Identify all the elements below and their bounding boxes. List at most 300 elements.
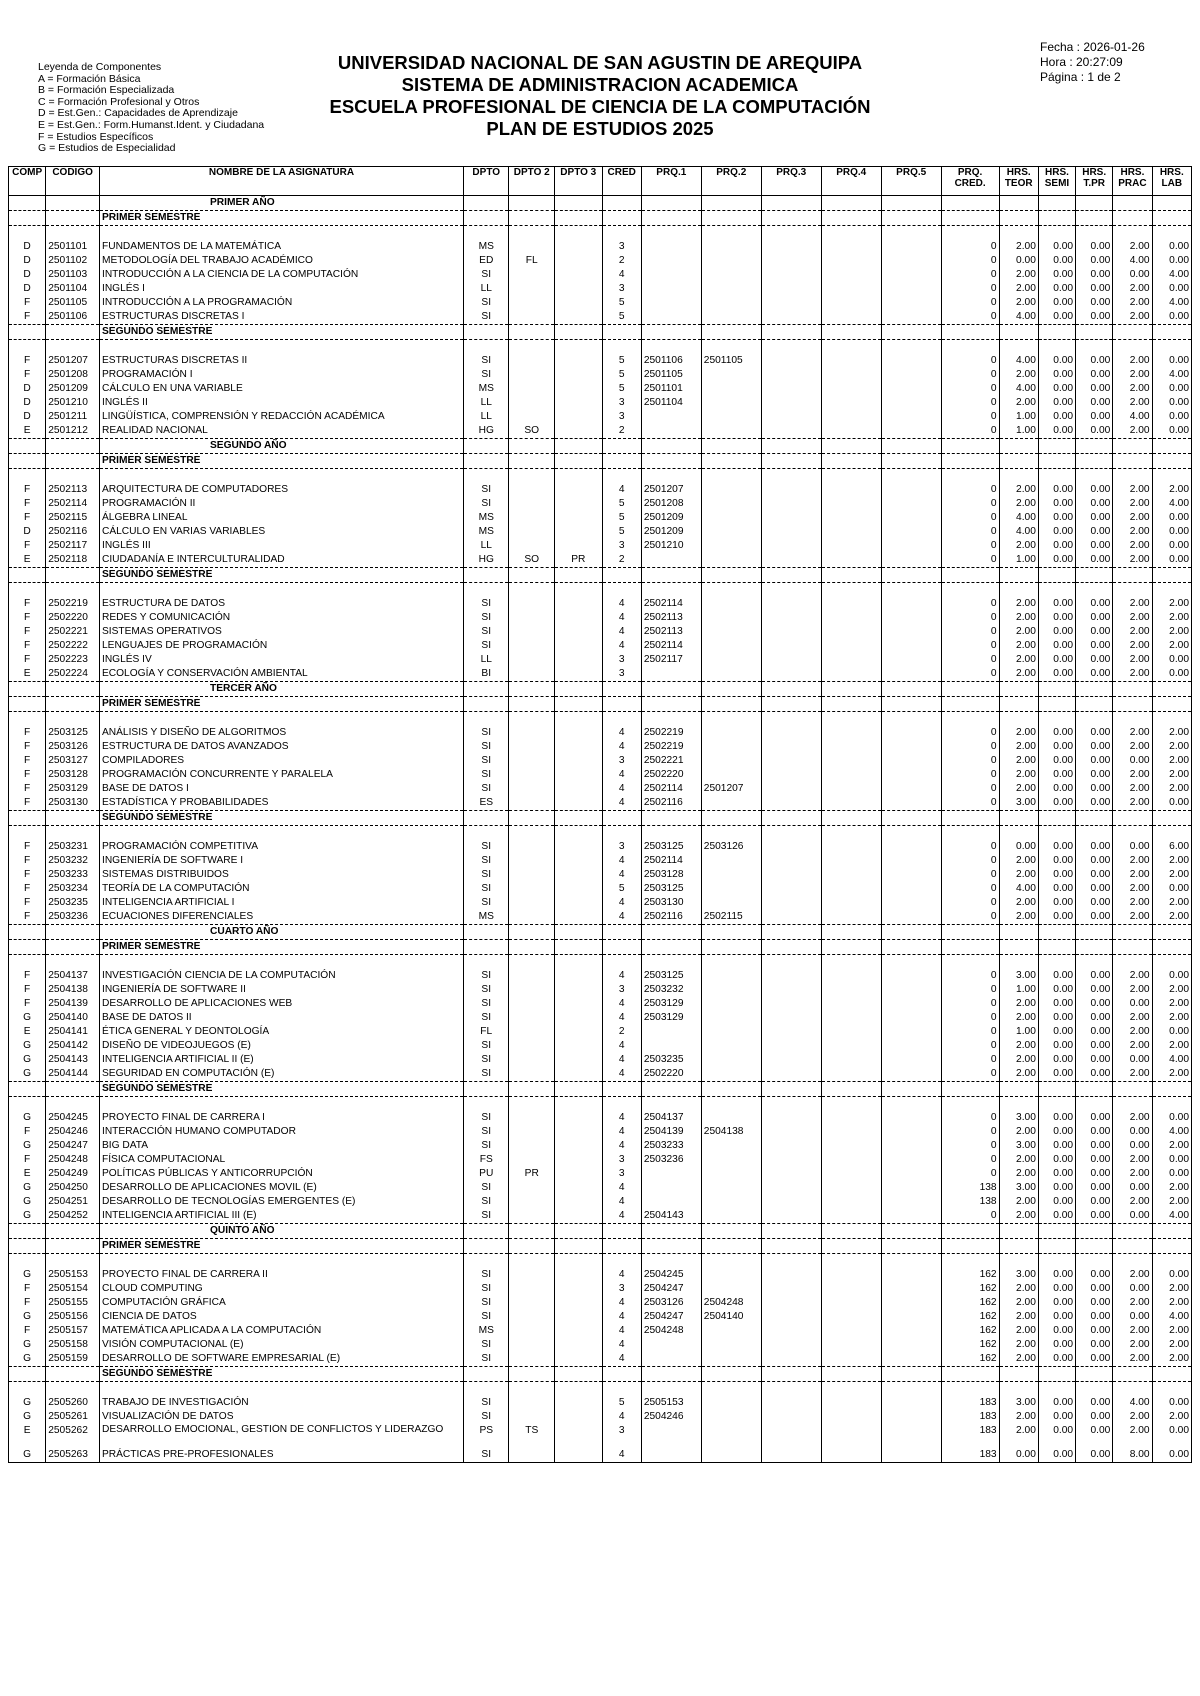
table-cell	[602, 196, 641, 211]
table-cell: D	[9, 268, 46, 282]
table-cell	[701, 768, 761, 782]
table-cell	[941, 340, 999, 355]
table-cell: 2504251	[46, 1195, 100, 1209]
table-cell: 6.00	[1152, 840, 1191, 854]
table-cell	[509, 782, 555, 796]
table-cell: 0.00	[1076, 983, 1113, 997]
table-cell	[554, 583, 602, 598]
title-line: PLAN DE ESTUDIOS 2025	[486, 118, 714, 139]
table-cell	[554, 782, 602, 796]
table-cell: 2502116	[641, 910, 701, 925]
table-cell: 2.00	[999, 1352, 1038, 1367]
table-cell: 0.00	[1076, 254, 1113, 268]
table-cell	[821, 1254, 881, 1269]
table-cell: 0.00	[1038, 296, 1075, 310]
table-cell	[821, 712, 881, 727]
course-row	[9, 740, 1192, 754]
table-cell: 2.00	[1113, 497, 1152, 511]
table-cell: 3	[602, 840, 641, 854]
table-cell: LINGÜÍSTICA, COMPRENSIÓN Y REDACCIÓN ACADÉMICA	[99, 410, 463, 424]
table-cell	[509, 382, 555, 396]
table-cell: 2505263	[46, 1448, 100, 1463]
table-cell	[761, 811, 821, 826]
table-cell: 4	[602, 969, 641, 983]
table-cell: 1.00	[999, 410, 1038, 424]
table-cell	[881, 697, 941, 712]
table-cell	[701, 1338, 761, 1352]
table-cell: 0.00	[1076, 1139, 1113, 1153]
table-cell	[1152, 568, 1191, 583]
table-cell: 3	[602, 410, 641, 424]
table-cell	[821, 1097, 881, 1112]
legend-title: Leyenda de Componentes	[38, 61, 162, 73]
table-cell	[1152, 826, 1191, 841]
table-cell	[1076, 325, 1113, 340]
table-cell	[881, 1067, 941, 1082]
table-cell	[641, 282, 701, 296]
table-cell	[46, 1367, 100, 1382]
table-cell: 4	[602, 1338, 641, 1352]
table-cell: 2	[602, 424, 641, 439]
table-cell: SI	[463, 896, 509, 910]
table-cell: 2501207	[641, 483, 701, 497]
table-cell	[881, 1209, 941, 1224]
table-cell: 2503234	[46, 882, 100, 896]
table-cell: 2.00	[999, 1039, 1038, 1053]
table-cell	[881, 483, 941, 497]
table-cell: 2.00	[1152, 768, 1191, 782]
table-cell: 0.00	[1038, 1181, 1075, 1195]
table-cell: 2504250	[46, 1181, 100, 1195]
table-cell: 2.00	[999, 740, 1038, 754]
table-cell	[509, 469, 555, 484]
table-cell: 5	[602, 1396, 641, 1410]
column-header: HRS. TEOR	[999, 167, 1038, 196]
table-cell	[999, 1082, 1038, 1097]
table-cell: SI	[463, 1268, 509, 1282]
table-cell	[941, 811, 999, 826]
table-cell: 0.00	[1152, 525, 1191, 539]
table-cell: ECOLOGÍA Y CONSERVACIÓN AMBIENTAL	[99, 667, 463, 682]
table-cell: INTELIGENCIA ARTIFICIAL I	[99, 896, 463, 910]
table-cell: 0.00	[1113, 1310, 1152, 1324]
table-cell: 2.00	[999, 296, 1038, 310]
table-cell	[881, 410, 941, 424]
table-cell: 2.00	[1113, 625, 1152, 639]
table-cell	[999, 211, 1038, 226]
course-row	[9, 625, 1192, 639]
table-cell: 2.00	[1113, 511, 1152, 525]
table-cell	[821, 539, 881, 553]
course-row	[9, 483, 1192, 497]
course-row	[9, 1181, 1192, 1195]
table-cell: SI	[463, 868, 509, 882]
table-cell	[701, 667, 761, 682]
table-cell	[821, 568, 881, 583]
table-cell: 2.00	[999, 1338, 1038, 1352]
table-cell: 2.00	[999, 1067, 1038, 1082]
table-cell	[941, 439, 999, 454]
table-cell: 0.00	[1038, 997, 1075, 1011]
table-cell	[554, 240, 602, 254]
course-row	[9, 969, 1192, 983]
course-row	[9, 782, 1192, 796]
table-cell	[941, 469, 999, 484]
table-cell	[821, 240, 881, 254]
table-cell	[9, 568, 46, 583]
table-cell	[509, 712, 555, 727]
table-cell: 0	[941, 740, 999, 754]
table-cell	[761, 955, 821, 970]
table-cell	[881, 1224, 941, 1239]
table-cell	[701, 483, 761, 497]
course-row	[9, 539, 1192, 553]
table-cell	[1076, 454, 1113, 469]
table-cell	[1113, 1382, 1152, 1397]
table-cell: 2502115	[46, 511, 100, 525]
table-cell	[999, 940, 1038, 955]
table-cell	[509, 1296, 555, 1310]
table-cell	[761, 726, 821, 740]
table-cell	[554, 754, 602, 768]
year-label: PRIMER AÑO	[99, 196, 463, 211]
table-cell: 0.00	[1152, 282, 1191, 296]
table-cell: F	[9, 1153, 46, 1167]
table-cell	[509, 1338, 555, 1352]
table-cell: 0.00	[1076, 483, 1113, 497]
table-cell: 2503126	[701, 840, 761, 854]
table-cell: 2.00	[1152, 868, 1191, 882]
table-cell: 2.00	[999, 483, 1038, 497]
table-cell: 0.00	[1152, 653, 1191, 667]
table-cell	[554, 396, 602, 410]
table-cell	[1076, 811, 1113, 826]
table-cell	[701, 969, 761, 983]
table-cell	[881, 1324, 941, 1338]
table-cell: 0.00	[1038, 1310, 1075, 1324]
table-cell	[821, 868, 881, 882]
table-cell: 2.00	[1113, 597, 1152, 611]
table-cell	[554, 483, 602, 497]
table-cell	[999, 583, 1038, 598]
table-cell: 0.00	[1038, 254, 1075, 268]
table-cell: 0	[941, 910, 999, 925]
table-cell: PS	[463, 1424, 509, 1448]
table-cell: 2.00	[999, 1125, 1038, 1139]
table-cell	[554, 940, 602, 955]
table-cell	[554, 1125, 602, 1139]
table-cell	[554, 768, 602, 782]
table-cell	[761, 1282, 821, 1296]
table-cell: 2.00	[999, 597, 1038, 611]
table-cell	[701, 1195, 761, 1209]
table-cell	[602, 325, 641, 340]
table-cell: 2501101	[641, 382, 701, 396]
table-cell: 0	[941, 483, 999, 497]
table-cell: 4.00	[1152, 296, 1191, 310]
table-cell	[554, 625, 602, 639]
table-cell: 4	[602, 1209, 641, 1224]
table-cell	[941, 454, 999, 469]
table-cell	[1076, 1367, 1113, 1382]
table-cell: 2.00	[999, 782, 1038, 796]
table-cell: 2502219	[641, 740, 701, 754]
table-cell: 0.00	[1076, 1167, 1113, 1181]
table-cell: 0.00	[1076, 553, 1113, 568]
table-cell: 2.00	[1113, 1025, 1152, 1039]
course-row	[9, 768, 1192, 782]
table-cell	[509, 226, 555, 241]
table-cell	[1076, 583, 1113, 598]
table-cell: LL	[463, 653, 509, 667]
table-cell: INTRODUCCIÓN A LA PROGRAMACIÓN	[99, 296, 463, 310]
table-cell	[554, 667, 602, 682]
table-cell: G	[9, 1338, 46, 1352]
table-cell	[641, 682, 701, 697]
table-cell: SI	[463, 368, 509, 382]
table-cell	[509, 726, 555, 740]
table-cell	[46, 1254, 100, 1269]
table-cell: 0	[941, 1039, 999, 1053]
table-cell	[1113, 439, 1152, 454]
table-cell: 2501101	[46, 240, 100, 254]
table-cell	[701, 1053, 761, 1067]
table-cell	[554, 568, 602, 583]
legend-item: F = Estudios Específicos	[38, 130, 154, 143]
table-cell: 2.00	[1152, 1296, 1191, 1310]
table-cell: 0.00	[1076, 396, 1113, 410]
table-cell	[821, 1296, 881, 1310]
table-cell: 2.00	[999, 754, 1038, 768]
table-cell	[9, 454, 46, 469]
table-cell	[554, 726, 602, 740]
table-cell	[761, 226, 821, 241]
semester-row	[9, 568, 1192, 583]
table-cell	[1038, 826, 1075, 841]
table-cell	[641, 1097, 701, 1112]
table-cell	[881, 1139, 941, 1153]
table-cell: 5	[602, 354, 641, 368]
table-cell: 0.00	[1076, 1282, 1113, 1296]
table-cell	[701, 583, 761, 598]
spacer-row	[9, 1382, 1192, 1397]
table-cell	[881, 568, 941, 583]
table-cell	[821, 1268, 881, 1282]
table-cell: F	[9, 368, 46, 382]
table-cell	[602, 1239, 641, 1254]
table-cell: 0.00	[1076, 1011, 1113, 1025]
table-cell: ESTADÍSTICA Y PROBABILIDADES	[99, 796, 463, 811]
table-cell	[761, 325, 821, 340]
table-cell	[761, 997, 821, 1011]
table-cell: 2501208	[641, 497, 701, 511]
table-cell	[881, 1268, 941, 1282]
table-cell: 3	[602, 1167, 641, 1181]
table-cell	[701, 1097, 761, 1112]
table-cell	[701, 511, 761, 525]
table-cell: 0	[941, 969, 999, 983]
table-cell	[554, 439, 602, 454]
table-cell: 2.00	[1113, 1067, 1152, 1082]
table-cell	[881, 796, 941, 811]
table-cell: 2503125	[641, 882, 701, 896]
table-cell: PU	[463, 1167, 509, 1181]
table-cell	[761, 667, 821, 682]
table-cell	[881, 740, 941, 754]
table-cell: 0.00	[1038, 240, 1075, 254]
table-cell: 4	[602, 796, 641, 811]
table-cell: 0.00	[1113, 268, 1152, 282]
course-row	[9, 497, 1192, 511]
table-cell	[463, 811, 509, 826]
table-cell	[554, 1039, 602, 1053]
table-cell	[761, 424, 821, 439]
table-cell: TS	[509, 1424, 555, 1448]
table-cell: 2504252	[46, 1209, 100, 1224]
table-cell: 2504140	[701, 1310, 761, 1324]
table-cell	[701, 1424, 761, 1448]
table-cell	[761, 1195, 821, 1209]
table-cell: F	[9, 1324, 46, 1338]
table-cell	[821, 511, 881, 525]
table-cell	[46, 811, 100, 826]
table-cell	[509, 697, 555, 712]
table-cell: VISIÓN COMPUTACIONAL (E)	[99, 1338, 463, 1352]
table-cell: 4	[602, 483, 641, 497]
table-cell: 2.00	[1113, 1268, 1152, 1282]
table-cell: 2502116	[641, 796, 701, 811]
table-cell: ED	[463, 254, 509, 268]
table-cell: 0.00	[1038, 497, 1075, 511]
table-cell	[761, 296, 821, 310]
table-cell: 183	[941, 1424, 999, 1448]
table-cell	[821, 310, 881, 325]
table-cell: 2504139	[641, 1125, 701, 1139]
table-cell: 2.00	[1152, 854, 1191, 868]
table-cell: 2502221	[641, 754, 701, 768]
table-cell: 0.00	[1038, 1053, 1075, 1067]
semester-label: PRIMER SEMESTRE	[99, 940, 463, 955]
table-cell	[761, 854, 821, 868]
table-cell: PROGRAMACIÓN CONCURRENTE Y PARALELA	[99, 768, 463, 782]
table-cell: SI	[463, 1410, 509, 1424]
table-cell: 2504245	[46, 1111, 100, 1125]
column-header: CODIGO	[46, 167, 100, 196]
spacer-row	[9, 826, 1192, 841]
table-cell: 2.00	[1113, 310, 1152, 325]
table-cell: 4	[602, 896, 641, 910]
table-cell	[761, 1448, 821, 1463]
table-cell: 4	[602, 1296, 641, 1310]
table-cell: 0.00	[1076, 1111, 1113, 1125]
table-cell	[821, 497, 881, 511]
table-cell	[509, 454, 555, 469]
table-cell	[641, 211, 701, 226]
spacer-row	[9, 1097, 1192, 1112]
spacer-row	[9, 1254, 1192, 1269]
table-cell	[554, 1268, 602, 1282]
table-cell: 2503235	[46, 896, 100, 910]
table-cell: SISTEMAS OPERATIVOS	[99, 625, 463, 639]
table-cell: 0.00	[1038, 896, 1075, 910]
table-cell: SI	[463, 1209, 509, 1224]
table-cell	[761, 1139, 821, 1153]
table-cell	[554, 211, 602, 226]
table-cell: 0.00	[1038, 1167, 1075, 1181]
table-cell	[554, 1082, 602, 1097]
table-cell	[1152, 226, 1191, 241]
table-cell	[761, 597, 821, 611]
table-cell: 0	[941, 611, 999, 625]
table-cell	[821, 454, 881, 469]
table-cell	[761, 454, 821, 469]
table-cell: 0.00	[1076, 1153, 1113, 1167]
legend-item: D = Est.Gen.: Capacidades de Aprendizaje	[38, 107, 238, 120]
table-cell: 0.00	[1038, 354, 1075, 368]
table-cell: 2503129	[641, 997, 701, 1011]
table-cell: ANÁLISIS Y DISEÑO DE ALGORITMOS	[99, 726, 463, 740]
table-cell: 2.00	[999, 768, 1038, 782]
table-cell	[46, 340, 100, 355]
table-cell	[554, 712, 602, 727]
table-cell: G	[9, 1111, 46, 1125]
table-cell: 2.00	[1113, 868, 1152, 882]
table-cell	[761, 1224, 821, 1239]
column-header: COMP	[9, 167, 46, 196]
course-row	[9, 868, 1192, 882]
table-cell: 2501102	[46, 254, 100, 268]
table-cell	[881, 1254, 941, 1269]
table-cell: 2.00	[1113, 424, 1152, 439]
table-cell: 2504142	[46, 1039, 100, 1053]
table-cell: 5	[602, 497, 641, 511]
table-cell	[941, 697, 999, 712]
column-header: PRQ.1	[641, 167, 701, 196]
table-cell	[602, 1254, 641, 1269]
table-cell: 2502222	[46, 639, 100, 653]
table-cell	[46, 955, 100, 970]
table-cell: 2.00	[1152, 483, 1191, 497]
table-cell	[881, 1195, 941, 1209]
course-row	[9, 1111, 1192, 1125]
table-cell: 2501207	[46, 354, 100, 368]
table-cell	[509, 811, 555, 826]
spacer-row	[9, 226, 1192, 241]
table-cell	[9, 1224, 46, 1239]
table-cell: 2.00	[1113, 382, 1152, 396]
table-cell	[9, 940, 46, 955]
table-cell: 0.00	[1113, 997, 1152, 1011]
table-cell	[46, 682, 100, 697]
table-cell: 0.00	[1038, 639, 1075, 653]
table-cell	[941, 583, 999, 598]
table-cell	[509, 483, 555, 497]
course-row	[9, 296, 1192, 310]
table-cell	[509, 625, 555, 639]
table-cell: 0.00	[1152, 1153, 1191, 1167]
table-cell: ÉTICA GENERAL Y DEONTOLOGÍA	[99, 1025, 463, 1039]
table-cell: F	[9, 796, 46, 811]
table-cell: F	[9, 1282, 46, 1296]
table-cell: 4.00	[1113, 1396, 1152, 1410]
table-cell	[1076, 712, 1113, 727]
table-cell	[821, 1025, 881, 1039]
table-cell: 0.00	[1076, 410, 1113, 424]
table-cell	[602, 568, 641, 583]
table-cell: 2504143	[641, 1209, 701, 1224]
table-cell	[9, 1082, 46, 1097]
table-cell	[554, 1139, 602, 1153]
